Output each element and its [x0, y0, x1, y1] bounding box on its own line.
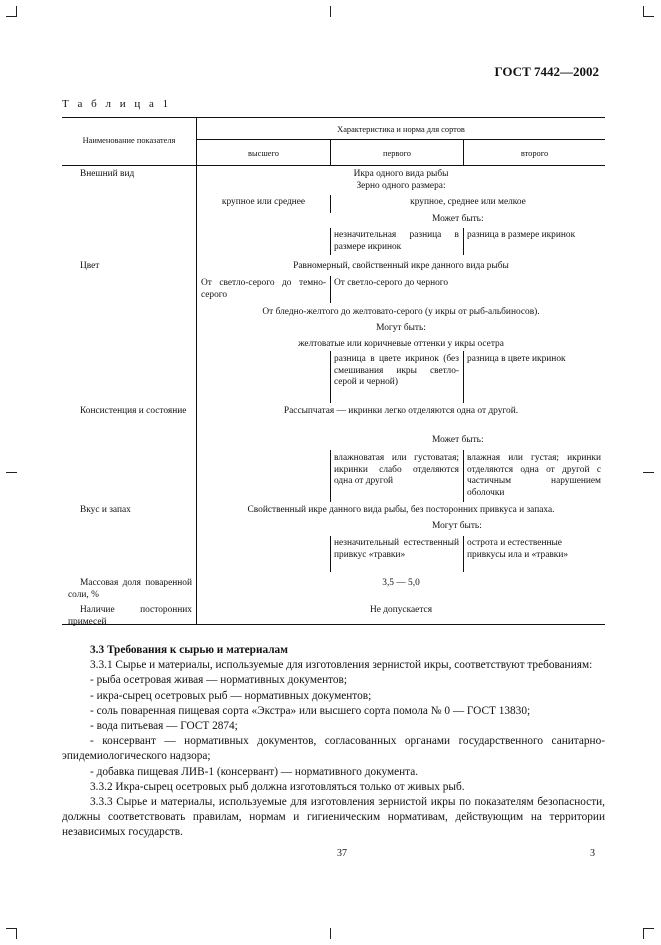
row-impurities-name: Наличие посторонних примесей: [68, 605, 192, 627]
row-consistency-name: Консистенция и состояние: [80, 406, 187, 416]
consistency-second-may: влажная или густая; икринки отделяются одна от другой с частичным нарушением оболочки: [467, 453, 601, 498]
consistency-all-1: Рассыпчатая — икринки легко отделяются одна от другой.: [283, 406, 519, 416]
appearance-first-may: незначительная разница в размере икринок: [334, 230, 459, 252]
list-item: - добавка пищевая ЛИВ-1 (консервант) — нормативного документа.: [90, 765, 419, 778]
list-item: - соль поваренная пищевая сорта «Экстра» или высшего сорта помола № 0 — ГОСТ 13830;: [90, 704, 531, 717]
header-grade-first: первого: [383, 149, 411, 158]
paragraph-3-3-2: 3.3.2 Икра-сырец осетровых рыб должна изготовляться только от живых рыб.: [90, 780, 465, 793]
crop-mark-bottom-left-v: [16, 928, 17, 939]
header-grade-top: высшего: [248, 149, 279, 158]
list-item: - вода питьевая — ГОСТ 2874;: [90, 720, 238, 733]
divider-appearance-may-second: [463, 228, 464, 255]
section-title: 3.3 Требования к сырью и материалам: [90, 644, 288, 656]
row-color-name: Цвет: [80, 261, 100, 271]
crop-mark-bottom-right-h: [643, 928, 654, 929]
crop-mark-top-center: [330, 6, 331, 17]
section-3-3: [62, 643, 605, 841]
header-separator: [62, 165, 605, 166]
color-all-3: желтоватые или коричневые оттенки у икры осетра: [298, 339, 504, 349]
paragraph-3-3-1: 3.3.1 Сырье и материалы, используемые для изготовления зернистой икры, соответствуют требованиям:: [90, 659, 593, 672]
table-label: Т а б л и ц а 1: [62, 98, 172, 110]
divider-taste-may-first: [330, 536, 331, 572]
header-grade-second: второго: [520, 149, 549, 158]
taste-first-may: незначительный естественный привкус «травки»: [334, 538, 459, 560]
impurities-value: Не допускается: [369, 605, 433, 615]
color-may-be: Могут быть:: [376, 323, 426, 333]
list-item: - рыба осетровая живая — нормативных документов;: [90, 674, 348, 687]
color-second-may: разница в цвете икринок: [467, 354, 566, 364]
list-item: - консервант — нормативных документов, согласованных органами государственного санитарно-эпидемиологического надзора;: [62, 735, 605, 763]
row-taste-name: Вкус и запах: [80, 505, 131, 515]
header-characteristic: Характеристика и норма для сортов: [337, 125, 465, 134]
row-salt-name: Массовая доля поваренной соли, %: [68, 578, 192, 600]
divider-color-may-second: [463, 351, 464, 403]
standard-code: ГОСТ 7442—2002: [494, 64, 599, 79]
taste-second-may: острота и естественные привкусы ила и «травки»: [467, 538, 569, 560]
appearance-all-1: Икра одного вида рыбы: [353, 169, 449, 179]
divider-appearance-may-first: [330, 228, 331, 255]
header-indicator: Наименование показателя: [82, 136, 176, 145]
color-first-second: От светло-серого до черного: [334, 278, 449, 288]
taste-may-be: Могут быть:: [432, 521, 482, 531]
crop-mark-right-middle: [643, 472, 654, 473]
divider-consistency-may-second: [463, 450, 464, 502]
grade-separator: [196, 139, 605, 140]
crop-mark-bottom-center: [330, 928, 331, 939]
appearance-first-second-grain: крупное, среднее или мелкое: [410, 197, 526, 207]
color-all-2: От бледно-желтого до желтовато-серого (у икры от рыб-альбиносов).: [262, 307, 540, 317]
appearance-second-may: разница в размере икринок: [467, 230, 576, 240]
crop-mark-bottom-right-v: [643, 928, 644, 939]
consistency-first-may: влажноватая или густоватая; икринки слабо отделяются одна от другой: [334, 453, 459, 487]
page-number: 3: [590, 848, 595, 859]
crop-mark-left-middle: [6, 472, 17, 473]
salt-value: 3,5 — 5,0: [382, 578, 420, 588]
table-top-border: [62, 117, 605, 118]
consistency-may-be: Может быть:: [432, 435, 484, 445]
divider-consistency-may-first: [330, 450, 331, 502]
appearance-all-2: Зерно одного размера:: [356, 181, 446, 191]
color-top: От светло-серого до темно-серого: [201, 278, 326, 300]
appearance-top-grain: крупное или среднее: [221, 197, 306, 207]
appearance-may-be: Может быть:: [432, 214, 484, 224]
divider-color-may-first: [330, 351, 331, 403]
divider-color-grades: [330, 276, 331, 303]
crop-mark-top-right-h: [643, 16, 654, 17]
color-first-may: разница в цвете икринок (без смешивания икры светло-серой и черной): [334, 354, 459, 388]
requirements-table: [62, 117, 605, 625]
row-appearance-name: Внешний вид: [80, 169, 135, 179]
color-all-1: Равномерный, свойственный икре данного вида рыбы: [293, 261, 509, 271]
sheet-number: 37: [337, 848, 347, 859]
taste-all-1: Свойственный икре данного вида рыбы, без посторонних привкуса и запаха.: [247, 505, 555, 515]
column-divider-indicator: [196, 117, 197, 625]
crop-mark-top-right-v: [643, 6, 644, 17]
crop-mark-top-left-v: [16, 6, 17, 17]
paragraph-3-3-3: 3.3.3 Сырье и материалы, используемые для изготовления зернистой икры по показателям безопасности, должны соответствовать правилам, нормам и гигиеническим нормативам, действующим на территории независимых государств.: [62, 796, 605, 839]
divider-taste-may-second: [463, 536, 464, 572]
list-item: - икра-сырец осетровых рыб — нормативных документов;: [90, 689, 372, 702]
